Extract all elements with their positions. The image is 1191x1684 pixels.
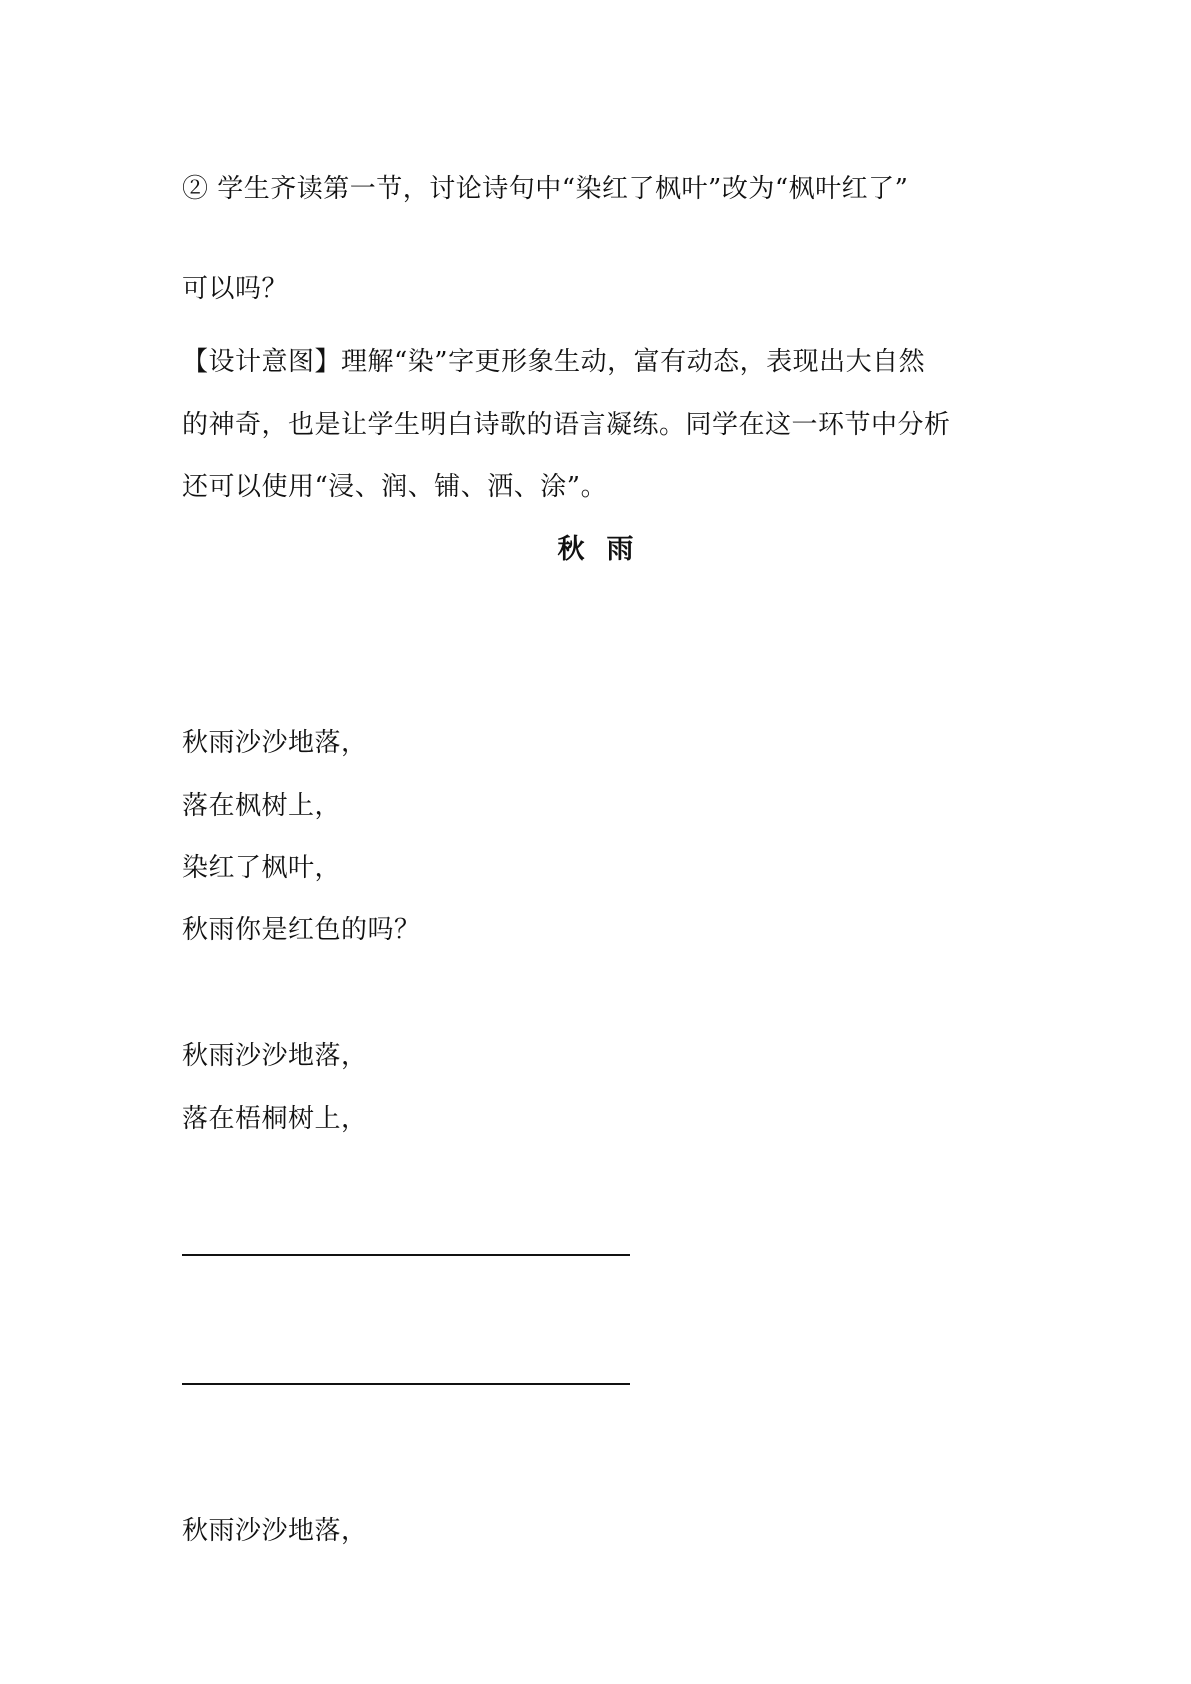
design-intent-line-1: 【设计意图】理解“染”字更形象生动，富有动态，表现出大自然 — [182, 347, 926, 377]
poem-line: 秋雨沙沙地落， — [182, 1041, 368, 1071]
poem-line: 秋雨沙沙地落， — [182, 1516, 368, 1546]
fill-in-blank-line — [182, 1383, 630, 1385]
poem-line: 染红了枫叶， — [182, 853, 342, 883]
design-intent-line-3: 还可以使用“浸、润、铺、洒、涂”。 — [182, 472, 608, 502]
design-intent-line-2: 的神奇，也是让学生明白诗歌的语言凝练。同学在这一环节中分析 — [182, 410, 951, 440]
poem-title: 秋雨 — [557, 534, 656, 565]
poem-line: 秋雨沙沙地落， — [182, 728, 368, 758]
question-line-2: 可以吗？ — [182, 274, 289, 304]
question-line-1: ② 学生齐读第一节，讨论诗句中“染红了枫叶”改为“枫叶红了” — [182, 174, 909, 204]
fill-in-blank-line — [182, 1254, 630, 1256]
poem-line: 落在梧桐树上， — [182, 1104, 368, 1134]
poem-line: 落在枫树上， — [182, 791, 342, 821]
poem-line: 秋雨你是红色的吗？ — [182, 915, 421, 945]
